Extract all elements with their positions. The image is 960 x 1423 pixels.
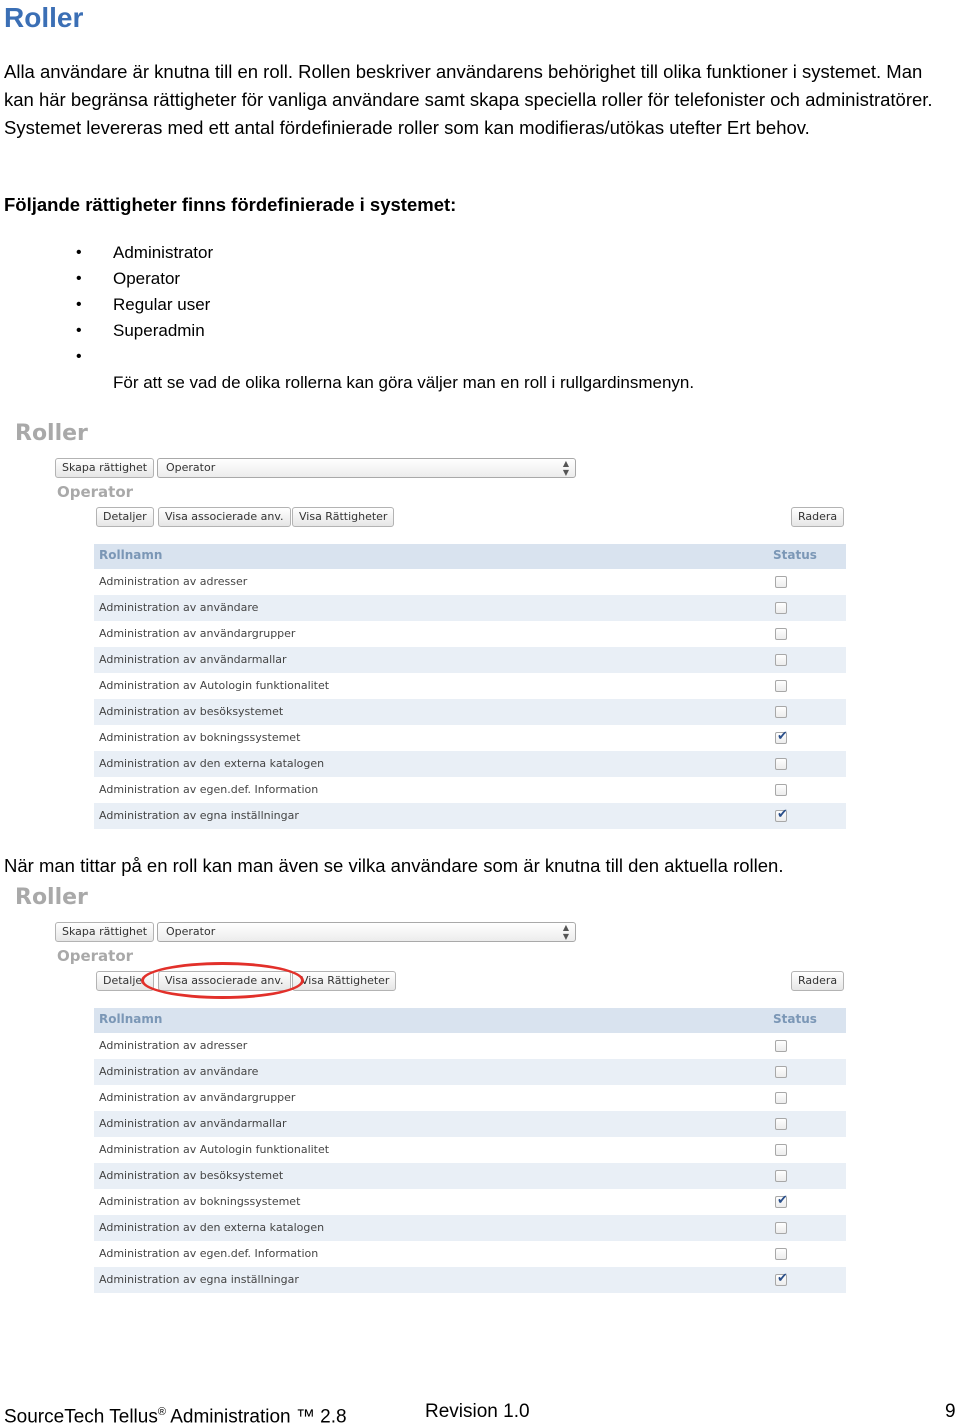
- delete-button[interactable]: Radera: [791, 971, 844, 991]
- bullet-item: • Operator: [76, 266, 213, 292]
- footer-product: [4, 1399, 347, 1423]
- status-checkbox-checked[interactable]: [775, 1196, 787, 1208]
- role-subtitle: Operator: [57, 947, 134, 965]
- rights-lead: Följande rättigheter finns fördefinierade i systemet:: [4, 194, 457, 215]
- status-checkbox[interactable]: [775, 758, 787, 770]
- right-name: Administration av egen.def. Information: [99, 1247, 319, 1260]
- right-name: Administration av användargrupper: [99, 627, 296, 640]
- table-row: [94, 777, 846, 803]
- right-name: Administration av den externa katalogen: [99, 1221, 325, 1234]
- table-row: [94, 1267, 846, 1293]
- bullet-item: • Regular user: [76, 292, 213, 318]
- column-status: Status: [773, 548, 817, 562]
- status-checkbox[interactable]: [775, 628, 787, 640]
- status-checkbox[interactable]: [775, 1066, 787, 1078]
- bullet-item: • Administrator: [76, 240, 213, 266]
- status-checkbox-checked[interactable]: [775, 732, 787, 744]
- table-row: [94, 803, 846, 829]
- details-button[interactable]: Detalje: [96, 971, 154, 991]
- right-name: Administration av användare: [99, 1065, 259, 1078]
- status-checkbox[interactable]: [775, 1040, 787, 1052]
- table-row: [94, 1111, 846, 1137]
- right-name: Administration av Autologin funktionalitet: [99, 679, 330, 692]
- footer-revision: Revision 1.0: [425, 1401, 530, 1422]
- status-checkbox[interactable]: [775, 654, 787, 666]
- roles-screenshot-2: [0, 884, 960, 1304]
- footer-page-number: 9: [945, 1401, 956, 1422]
- table-row: [94, 1059, 846, 1085]
- table-row: [94, 1163, 846, 1189]
- right-name: Administration av besöksystemet: [99, 705, 284, 718]
- status-checkbox[interactable]: [775, 602, 787, 614]
- intro-paragraph: Alla användare är knutna till en roll. Rollen beskriver användarens behörighet till olika funktioner i systemet. Man kan här begränsa rättigheter för vanliga användare samt skapa speciella roller för telefonister och administratörer. Systemet levereras med ett antal fördefinierade roller som kan modifieras/utökas utefter Ert behov.: [4, 61, 933, 138]
- table-row: [94, 725, 846, 751]
- table-row: [94, 673, 846, 699]
- table-row: [94, 1137, 846, 1163]
- bullet-item: • Superadmin: [76, 318, 213, 344]
- show-rights-button[interactable]: Visa Rättigheter: [292, 507, 394, 527]
- column-status: Status: [773, 1012, 817, 1026]
- table-row: [94, 621, 846, 647]
- roles-screenshot-1: [0, 420, 960, 840]
- status-checkbox[interactable]: [775, 784, 787, 796]
- right-name: Administration av bokningssystemet: [99, 731, 301, 744]
- status-checkbox[interactable]: [775, 1170, 787, 1182]
- status-checkbox-checked[interactable]: [775, 1274, 787, 1286]
- status-checkbox[interactable]: [775, 1248, 787, 1260]
- table-header: [94, 544, 846, 569]
- status-checkbox[interactable]: [775, 706, 787, 718]
- details-button[interactable]: Detaljer: [96, 507, 154, 527]
- status-checkbox[interactable]: [775, 1092, 787, 1104]
- table-row: [94, 595, 846, 621]
- right-name: Administration av Autologin funktionalitet: [99, 1143, 330, 1156]
- right-name: Administration av egna inställningar: [99, 1273, 299, 1286]
- right-name: Administration av användarmallar: [99, 1117, 287, 1130]
- rights-table: [94, 1008, 846, 1293]
- table-row: [94, 569, 846, 595]
- table-row: [94, 1215, 846, 1241]
- right-name: Administration av användarmallar: [99, 653, 287, 666]
- status-checkbox[interactable]: [775, 1118, 787, 1130]
- status-checkbox[interactable]: [775, 1144, 787, 1156]
- table-row: [94, 1189, 846, 1215]
- right-name: Administration av egen.def. Information: [99, 783, 319, 796]
- select-arrows-icon: ▲ ▼: [562, 459, 569, 477]
- role-select-value: Operator: [166, 461, 216, 474]
- role-select[interactable]: [157, 458, 576, 478]
- show-associated-users-button[interactable]: Visa associerade anv.: [158, 507, 291, 527]
- select-arrows-icon: ▲ ▼: [562, 923, 569, 941]
- status-checkbox-checked[interactable]: [775, 810, 787, 822]
- right-name: Administration av användargrupper: [99, 1091, 296, 1104]
- table-row: [94, 1241, 846, 1267]
- status-checkbox[interactable]: [775, 680, 787, 692]
- right-name: Administration av användare: [99, 601, 259, 614]
- right-name: Administration av adresser: [99, 575, 248, 588]
- bullet-item: [76, 344, 213, 370]
- associated-users-caption: När man tittar på en roll kan man även se vilka användare som är knutna till den aktuella rollen.: [4, 855, 784, 876]
- table-row: [94, 1033, 846, 1059]
- right-name: Administration av bokningssystemet: [99, 1195, 301, 1208]
- highlight-ring: [141, 962, 304, 999]
- right-name: Administration av besöksystemet: [99, 1169, 284, 1182]
- table-row: [94, 1085, 846, 1111]
- delete-button[interactable]: Radera: [791, 507, 844, 527]
- panel-title: Roller: [15, 421, 88, 446]
- rights-table: [94, 544, 846, 829]
- footer-product-version: Administration ™ 2.8: [165, 1406, 347, 1423]
- role-subtitle: Operator: [57, 483, 134, 501]
- right-name: Administration av adresser: [99, 1039, 248, 1052]
- create-right-button[interactable]: Skapa rättighet: [55, 458, 154, 478]
- show-associated-users-button[interactable]: Visa associerade anv.: [158, 971, 291, 991]
- column-rollnamn: Rollnamn: [99, 548, 163, 562]
- right-name: Administration av den externa katalogen: [99, 757, 325, 770]
- dropdown-note: För att se vad de olika rollerna kan göra väljer man en roll i rullgardinsmenyn.: [113, 373, 695, 392]
- table-row: [94, 699, 846, 725]
- right-name: Administration av egna inställningar: [99, 809, 299, 822]
- table-header: [94, 1008, 846, 1033]
- role-bullet-list: [76, 240, 213, 370]
- role-select[interactable]: [157, 922, 576, 942]
- status-checkbox[interactable]: [775, 576, 787, 588]
- role-select-value: Operator: [166, 925, 216, 938]
- table-row: [94, 647, 846, 673]
- show-rights-button[interactable]: Visa Rättigheter: [292, 971, 396, 991]
- doc-title: Roller: [4, 2, 84, 33]
- registered-mark: ®: [157, 1406, 166, 1418]
- status-checkbox[interactable]: [775, 1222, 787, 1234]
- create-right-button[interactable]: Skapa rättighet: [55, 922, 154, 942]
- table-row: [94, 751, 846, 777]
- panel-title: Roller: [15, 885, 88, 910]
- footer-product-name: SourceTech Tellus: [4, 1406, 158, 1423]
- column-rollnamn: Rollnamn: [99, 1012, 163, 1026]
